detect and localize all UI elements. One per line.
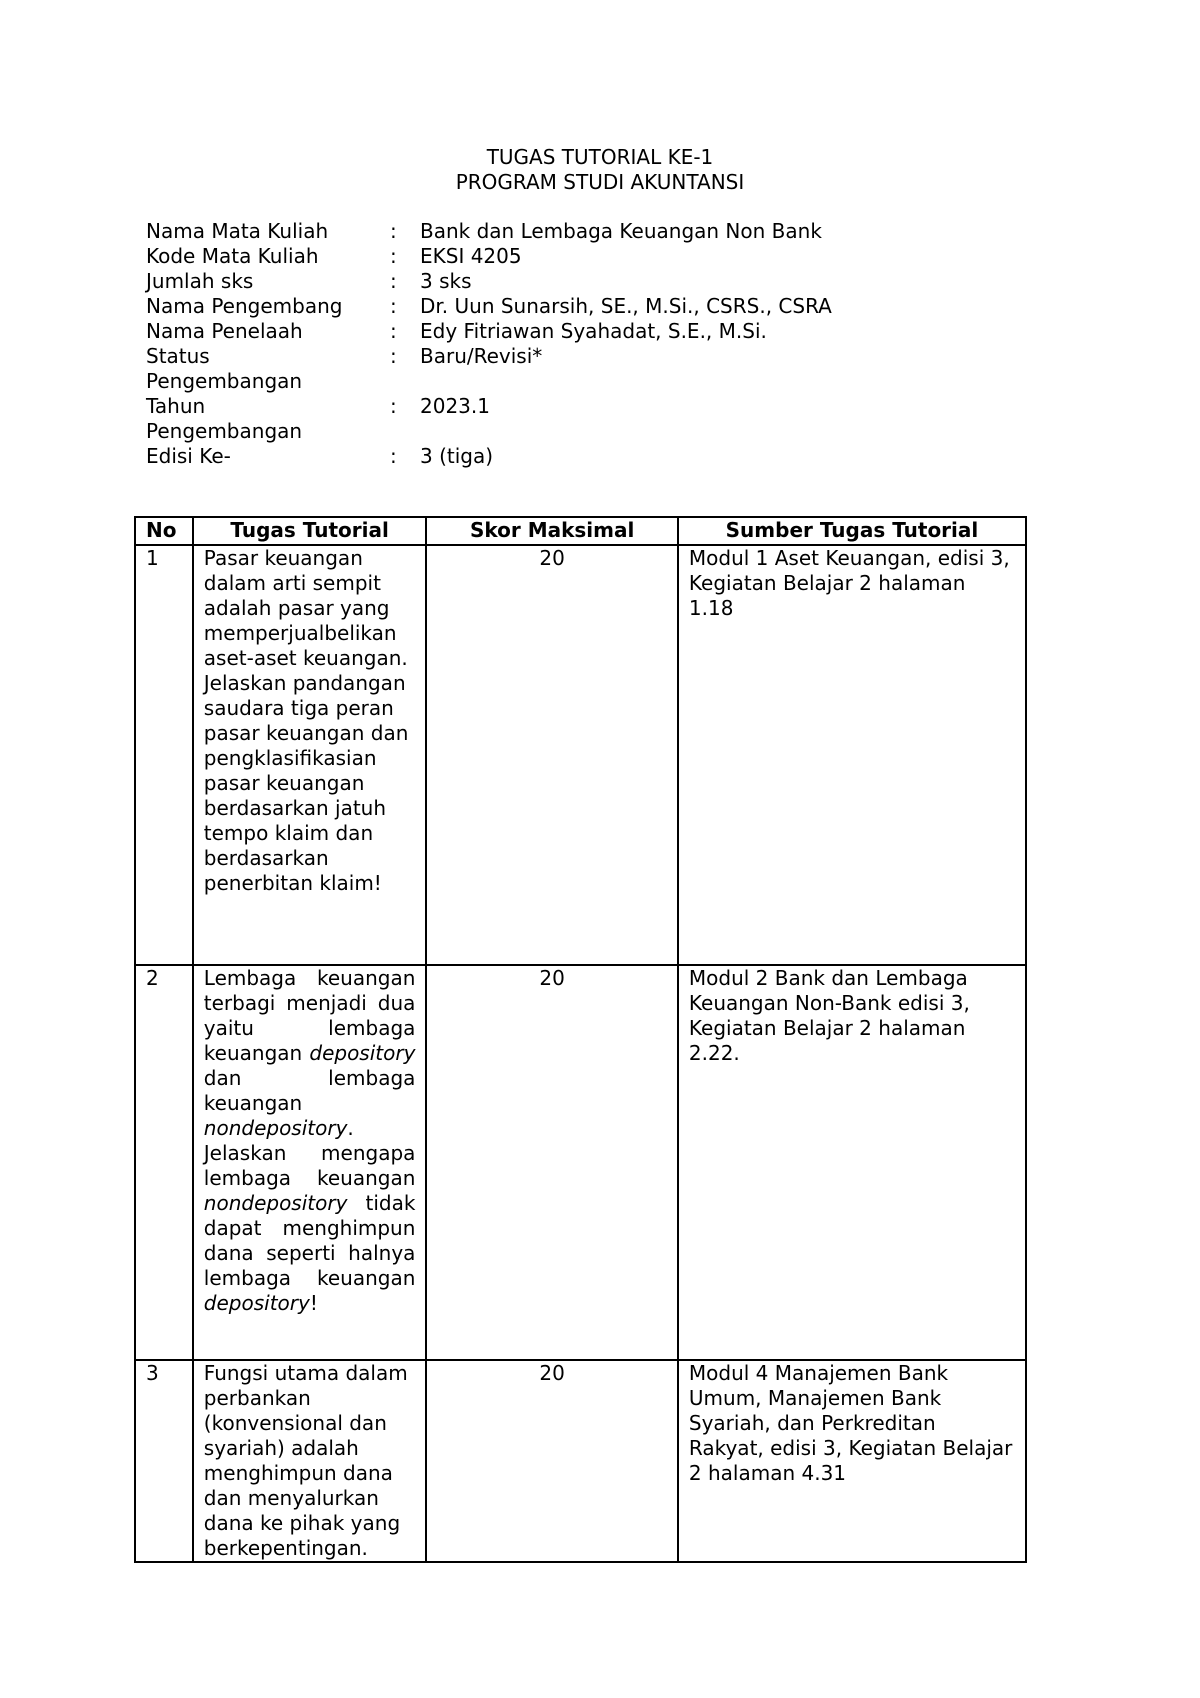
meta-value: Dr. Uun Sunarsih, SE., M.Si., CSRS., CSRA xyxy=(420,294,832,318)
task-term-italic: depository xyxy=(309,1041,416,1065)
meta-colon: : xyxy=(390,444,397,468)
header-no: No xyxy=(135,517,193,545)
meta-value: 3 (tiga) xyxy=(420,444,494,468)
task-text-part: dan lembaga keuangan xyxy=(203,1066,416,1115)
meta-label: Tahun Pengembangan xyxy=(146,394,303,443)
tutorial-task-table xyxy=(134,516,1027,1563)
task-text-part: tidak dapat menghimpun dana seperti halnya lembaga keuangan xyxy=(203,1191,416,1290)
max-score: 20 xyxy=(426,545,677,965)
meta-label: Jumlah sks xyxy=(146,269,254,293)
meta-colon: : xyxy=(390,269,397,293)
header-task: Tugas Tutorial xyxy=(193,517,427,545)
meta-value: Baru/Revisi* xyxy=(420,344,543,368)
task-source: Modul 4 Manajemen Bank Umum, Manajemen Bank Syariah, dan Perkreditan Rakyat, edisi 3, Kegiatan Belajar 2 halaman 4.31 xyxy=(678,1360,1026,1562)
meta-label: Kode Mata Kuliah xyxy=(146,244,319,268)
table-row xyxy=(135,1360,1026,1562)
header-score: Skor Maksimal xyxy=(426,517,677,545)
document-title: TUGAS TUTORIAL KE-1 xyxy=(486,145,714,169)
task-text-part: . Jelaskan mengapa lembaga keuangan xyxy=(203,1116,416,1190)
program-title: PROGRAM STUDI AKUNTANSI xyxy=(455,170,745,194)
task-text-part: Lembaga keuangan terbagi menjadi dua yaitu lembaga keuangan xyxy=(203,966,416,1065)
meta-colon: : xyxy=(390,394,397,418)
meta-value: 3 sks xyxy=(420,269,472,293)
meta-value: Edy Fitriawan Syahadat, S.E., M.Si. xyxy=(420,319,767,343)
task-text xyxy=(193,965,427,1360)
meta-label: Nama Mata Kuliah xyxy=(146,219,329,243)
task-term-italic: depository xyxy=(203,1291,310,1315)
meta-value: 2023.1 xyxy=(420,394,490,418)
header-source: Sumber Tugas Tutorial xyxy=(678,517,1026,545)
meta-label: Status Pengembangan xyxy=(146,344,303,393)
task-term-italic: nondepository xyxy=(203,1191,348,1215)
task-term-italic: nondepository xyxy=(203,1116,348,1140)
task-text-part: ! xyxy=(309,1291,318,1315)
table-header-row xyxy=(135,517,1026,545)
meta-label: Edisi Ke- xyxy=(146,444,231,468)
meta-value: Bank dan Lembaga Keuangan Non Bank xyxy=(420,219,822,243)
table-row xyxy=(135,545,1026,965)
meta-colon: : xyxy=(390,244,397,268)
meta-label: Nama Penelaah xyxy=(146,319,303,343)
meta-colon: : xyxy=(390,294,397,318)
row-number: 3 xyxy=(135,1360,193,1562)
table-row xyxy=(135,965,1026,1360)
meta-colon: : xyxy=(390,219,397,243)
meta-value: EKSI 4205 xyxy=(420,244,522,268)
row-number: 2 xyxy=(135,965,193,1360)
task-source: Modul 2 Bank dan Lembaga Keuangan Non-Bank edisi 3, Kegiatan Belajar 2 halaman 2.22. xyxy=(678,965,1026,1360)
row-number: 1 xyxy=(135,545,193,965)
task-text: Fungsi utama dalam perbankan (konvensional dan syariah) adalah menghimpun dana dan menyalurkan dana ke pihak yang berkepentingan. xyxy=(193,1360,427,1562)
task-source: Modul 1 Aset Keuangan, edisi 3, Kegiatan Belajar 2 halaman 1.18 xyxy=(678,545,1026,965)
meta-colon: : xyxy=(390,344,397,368)
max-score: 20 xyxy=(426,1360,677,1562)
task-text: Pasar keuangan dalam arti sempit adalah pasar yang memperjualbelikan aset-aset keuangan. Jelaskan pandangan saudara tiga peran pasar keuangan dan pengklasifikasian pasar keuangan berdasarkan jatuh tempo klaim dan berdasarkan penerbitan klaim! xyxy=(193,545,427,965)
max-score: 20 xyxy=(426,965,677,1360)
meta-colon: : xyxy=(390,319,397,343)
meta-label: Nama Pengembang xyxy=(146,294,343,318)
